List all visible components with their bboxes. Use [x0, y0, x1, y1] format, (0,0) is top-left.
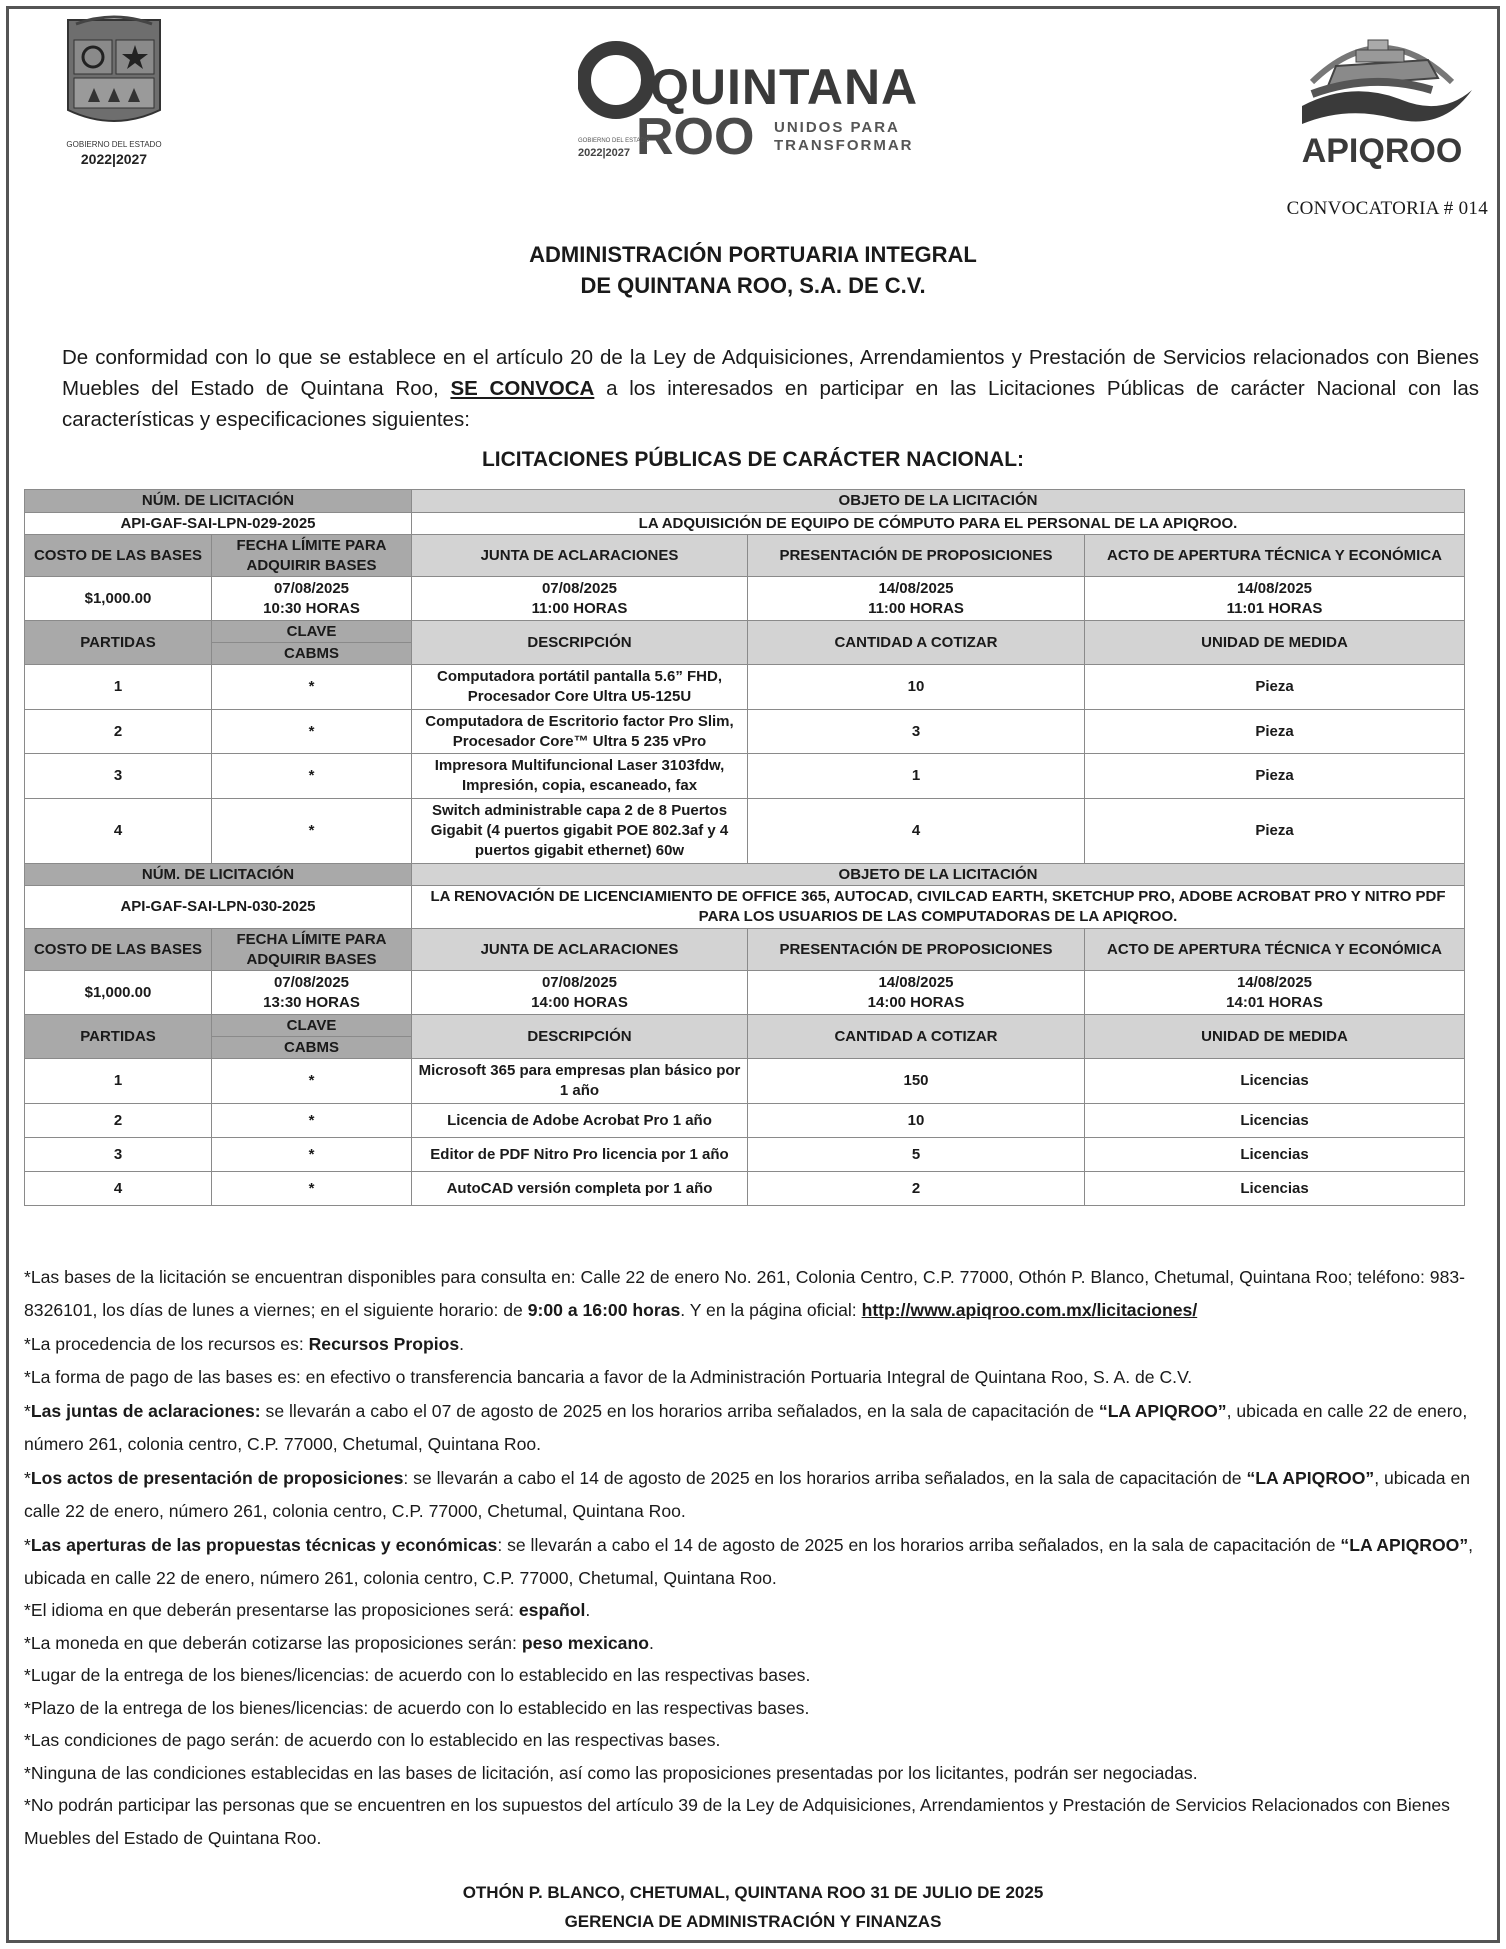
partida-unit: Licencias: [1085, 1059, 1465, 1104]
clave-cabms: *: [212, 665, 412, 710]
note-text: *La moneda en que deberán cotizarse las proposiciones serán:: [24, 1632, 522, 1653]
apertura-value: [1085, 971, 1465, 1015]
note-juntas: [24, 1395, 1486, 1460]
date-text: 07/08/2025: [273, 579, 350, 597]
partida-description: Impresora Multifuncional Laser 3103fdw, Impresión, copia, escaneado, fax: [412, 754, 748, 799]
clave-cabms: *: [212, 1104, 412, 1138]
partida-quantity: 2: [748, 1172, 1085, 1206]
date-text: 14/08/2025: [878, 973, 954, 991]
header-cantidad: CANTIDAD A COTIZAR: [748, 621, 1085, 665]
licitacion-objeto: LA RENOVACIÓN DE LICENCIAMIENTO DE OFFICE 365, AUTOCAD, CIVILCAD EARTH, SKETCHUP PRO, ADOBE ACROBAT PRO Y NITRO PDF PARA LOS USUARIOS DE LAS COMPUTADORAS DE LA APIQROO.: [412, 886, 1465, 929]
note-text: *Las bases de la licitación se encuentran disponibles para consulta en: Calle 22 de enero No. 261, Colonia Centro, C.P. 77000, Othón P. Blanco, Chetumal, Quintana Roo; teléfono: 983-8326101, los días de lunes a viernes; en el siguiente horario: de: [24, 1267, 1466, 1320]
partida-quantity: 150: [748, 1059, 1085, 1104]
junta-value: [412, 577, 748, 621]
header-apertura: ACTO DE APERTURA TÉCNICA Y ECONÓMICA: [1085, 929, 1465, 971]
center-logo-caption: GOBIERNO DEL ESTADO: [578, 138, 650, 144]
header-presentacion: PRESENTACIÓN DE PROPOSICIONES: [748, 929, 1085, 971]
time-text: 11:00 HORAS: [868, 599, 964, 617]
header-clave: CLAVE: [212, 621, 412, 643]
clave-cabms: *: [212, 1172, 412, 1206]
partida-unit: Pieza: [1085, 665, 1465, 710]
header-fecha-limite: FECHA LÍMITE PARA ADQUIRIR BASES: [212, 929, 412, 971]
note-no-negociables: *Ninguna de las condiciones establecidas en las bases de licitación, así como las proposiciones presentadas por los licitantes, podrán ser negociadas.: [24, 1762, 1198, 1783]
note-text: *: [24, 1401, 31, 1421]
organization-title: [0, 239, 1506, 301]
footer-place-date: OTHÓN P. BLANCO, CHETUMAL, QUINTANA ROO 31 DE JULIO DE 2025: [462, 1883, 1044, 1902]
partida-quantity: 10: [748, 1104, 1085, 1138]
note-text: .: [585, 1600, 591, 1620]
junta-value: [412, 971, 748, 1015]
footer-department: GERENCIA DE ADMINISTRACIÓN Y FINANZAS: [564, 1912, 942, 1931]
partida-description: Licencia de Adobe Acrobat Pro 1 año: [412, 1104, 748, 1138]
header-objeto: OBJETO DE LA LICITACIÓN: [412, 490, 1465, 513]
time-text: 14:00 HORAS: [531, 993, 628, 1011]
presentacion-value: [748, 971, 1085, 1015]
left-logo-caption: GOBIERNO DEL ESTADO: [66, 140, 162, 149]
date-text: 14/08/2025: [1236, 973, 1313, 991]
table-row: [25, 1059, 1465, 1104]
partida-number: 2: [25, 1104, 212, 1138]
date-text: 07/08/2025: [541, 973, 618, 991]
header-costo: COSTO DE LAS BASES: [25, 535, 212, 577]
intro-highlight: SE CONVOCA: [450, 377, 595, 400]
note-idioma: [24, 1594, 1486, 1627]
partida-number: 2: [25, 710, 212, 754]
table-row: [25, 577, 1465, 621]
partida-number: 1: [25, 665, 212, 710]
table-row: [25, 754, 1465, 799]
header-objeto: OBJETO DE LA LICITACIÓN: [412, 864, 1465, 886]
center-logo-years: 2022|2027: [578, 147, 631, 159]
time-text: 13:30 HORAS: [263, 993, 360, 1011]
time-text: 14:01 HORAS: [1226, 993, 1323, 1011]
organization-title-line1: ADMINISTRACIÓN PORTUARIA INTEGRAL: [529, 242, 977, 267]
clave-cabms: *: [212, 1059, 412, 1104]
header-num-licitacion: NÚM. DE LICITACIÓN: [25, 864, 412, 886]
note-bold: Las aperturas de las propuestas técnicas y económicas: [30, 1535, 498, 1555]
note-recursos: [24, 1328, 1486, 1361]
header-fecha-limite: FECHA LÍMITE PARA ADQUIRIR BASES: [212, 535, 412, 577]
partida-description: Computadora de Escritorio factor Pro Slim, Procesador Core™ Ultra 5 235 vPro: [412, 710, 748, 754]
table-row: [25, 799, 1465, 864]
intro-text-before: De conformidad con lo que se establece en el artículo 20 de la Ley de Adquisiciones, Arrendamientos y Prestación de Servicios relacionados con Bienes Muebles del Estado de Quintana Roo,: [62, 346, 1479, 400]
table-row: [25, 1104, 1465, 1138]
costo-value: $1,000.00: [25, 577, 212, 621]
table-row: [25, 621, 1465, 643]
licitacion-number: API-GAF-SAI-LPN-029-2025: [25, 513, 412, 535]
partida-unit: Pieza: [1085, 799, 1465, 864]
partida-quantity: 4: [748, 799, 1085, 864]
note-text: *: [24, 1535, 31, 1555]
partida-number: 3: [25, 754, 212, 799]
header-junta: JUNTA DE ACLARACIONES: [412, 929, 748, 971]
date-text: 07/08/2025: [273, 973, 350, 991]
note-text: .: [459, 1334, 465, 1354]
note-aperturas: [24, 1529, 1486, 1594]
note-moneda: [24, 1627, 1486, 1660]
clave-cabms: *: [212, 1138, 412, 1172]
table-row: [25, 490, 1465, 513]
partida-number: 3: [25, 1138, 212, 1172]
partida-quantity: 5: [748, 1138, 1085, 1172]
partida-unit: Licencias: [1085, 1138, 1465, 1172]
partida-description: AutoCAD versión completa por 1 año: [412, 1172, 748, 1206]
center-logo-line2: ROO: [636, 108, 755, 162]
header-descripcion: DESCRIPCIÓN: [412, 1015, 748, 1059]
partida-description: Microsoft 365 para empresas plan básico por 1 año: [412, 1059, 748, 1104]
footer: [0, 1878, 1506, 1936]
partida-unit: Pieza: [1085, 710, 1465, 754]
date-text: 14/08/2025: [878, 579, 954, 597]
time-text: 14:00 HORAS: [867, 993, 965, 1011]
licitaciones-link[interactable]: http://www.apiqroo.com.mx/licitaciones/: [861, 1299, 1198, 1320]
organization-title-line2: DE QUINTANA ROO, S.A. DE C.V.: [580, 273, 926, 298]
header-costo: COSTO DE LAS BASES: [25, 929, 212, 971]
note-text: . Y en la página oficial:: [680, 1299, 862, 1320]
fecha-limite-value: [212, 971, 412, 1015]
partida-unit: Licencias: [1085, 1172, 1465, 1206]
time-text: 11:01 HORAS: [1226, 599, 1323, 617]
partida-number: 4: [25, 1172, 212, 1206]
clave-cabms: *: [212, 754, 412, 799]
header-partidas: PARTIDAS: [25, 1015, 212, 1059]
quintana-roo-logo: [578, 36, 926, 162]
time-text: 11:00 HORAS: [531, 599, 628, 617]
licitaciones-table: [24, 489, 1465, 1206]
header-unidad: UNIDAD DE MEDIDA: [1085, 1015, 1465, 1059]
note-presentacion: [24, 1462, 1486, 1527]
state-coat-of-arms-icon: [56, 12, 172, 172]
fecha-limite-value: [212, 577, 412, 621]
table-row: [25, 1138, 1465, 1172]
table-row: [25, 535, 1465, 577]
note-forma-pago: *La forma de pago de las bases es: en efectivo o transferencia bancaria a favor de la Administración Portuaria Integral de Quintana Roo, S. A. de C.V.: [24, 1366, 1193, 1387]
table-row: [25, 886, 1465, 929]
header-partidas: PARTIDAS: [25, 621, 212, 665]
partida-description: Switch administrable capa 2 de 8 Puertos Gigabit (4 puertos gigabit POE 802.3af y 4 puertos gigabit ethernet) 60w: [412, 799, 748, 864]
header-descripcion: DESCRIPCIÓN: [412, 621, 748, 665]
header-cabms: CABMS: [212, 643, 412, 665]
header-apertura: ACTO DE APERTURA TÉCNICA Y ECONÓMICA: [1085, 535, 1465, 577]
header-cantidad: CANTIDAD A COTIZAR: [748, 1015, 1085, 1059]
ship-icon: [1282, 20, 1482, 170]
note-text: , ubicada en calle 22 de enero, número 261, colonia centro, C.P. 77000, Chetumal, Quintana Roo.: [24, 1468, 1471, 1521]
note-bold: peso mexicano: [521, 1632, 649, 1653]
table-row: [25, 864, 1465, 886]
table-row: [25, 971, 1465, 1015]
note-text: , ubicada en calle 22 de enero, número 261, colonia centro, C.P. 77000, Chetumal, Quintana Roo.: [24, 1401, 1468, 1454]
header-clave: CLAVE: [212, 1015, 412, 1037]
presentacion-value: [748, 577, 1085, 621]
intro-paragraph: [62, 342, 1479, 435]
licitacion-objeto: LA ADQUISICIÓN DE EQUIPO DE CÓMPUTO PARA EL PERSONAL DE LA APIQROO.: [412, 513, 1465, 535]
note-text: , ubicada en calle 22 de enero, número 261, colonia centro, C.P. 77000, Chetumal, Quintana Roo.: [24, 1535, 1474, 1588]
apertura-value: [1085, 577, 1465, 621]
costo-value: $1,000.00: [25, 971, 212, 1015]
apiqroo-logo: [1282, 20, 1482, 170]
header-num-licitacion: NÚM. DE LICITACIÓN: [25, 490, 412, 513]
partida-number: 1: [25, 1059, 212, 1104]
partida-quantity: 1: [748, 754, 1085, 799]
note-text: *La procedencia de los recursos es:: [24, 1334, 309, 1354]
note-no-participar: *No podrán participar las personas que se encuentren en los supuestos del artículo 39 de la Ley de Adquisiciones, Arrendamientos y Prestación de Servicios Relacionados con Bienes Muebles del Estado de Quintana Roo.: [24, 1795, 1450, 1848]
center-logo-line1: QUINTANA: [650, 59, 919, 115]
partida-quantity: 10: [748, 665, 1085, 710]
intro-text-after: a los interesados en participar en las Licitaciones Públicas de carácter Nacional con las características y especificaciones siguientes:: [62, 377, 1479, 431]
table-row: [25, 665, 1465, 710]
note-bold: español: [518, 1600, 586, 1620]
date-text: 07/08/2025: [541, 579, 618, 597]
header-cabms: CABMS: [212, 1037, 412, 1059]
licitacion-number: API-GAF-SAI-LPN-030-2025: [25, 886, 412, 929]
note-text: *: [24, 1468, 31, 1488]
note-condiciones-pago: *Las condiciones de pago serán: de acuerdo con lo establecido en las respectivas bases.: [24, 1730, 721, 1750]
note-bold: “LA APIQROO”: [1098, 1401, 1227, 1421]
clave-cabms: *: [212, 710, 412, 754]
header-junta: JUNTA DE ACLARACIONES: [412, 535, 748, 577]
clave-cabms: *: [212, 799, 412, 864]
note-text: *El idioma en que deberán presentarse las proposiciones será:: [24, 1600, 519, 1620]
table-row: [25, 929, 1465, 971]
note-bold: Recursos Propios: [308, 1334, 460, 1354]
note-bases: [24, 1261, 1486, 1326]
right-logo-text: APIQROO: [1301, 132, 1463, 170]
header-presentacion: PRESENTACIÓN DE PROPOSICIONES: [748, 535, 1085, 577]
section-title: LICITACIONES PÚBLICAS DE CARÁCTER NACIONAL:: [481, 448, 1025, 471]
date-text: 14/08/2025: [1236, 579, 1313, 597]
convocatoria-number: CONVOCATORIA # 014: [1286, 198, 1488, 219]
partida-unit: Licencias: [1085, 1104, 1465, 1138]
table-row: [25, 513, 1465, 535]
time-text: 10:30 HORAS: [263, 599, 360, 617]
note-plazo-entrega: *Plazo de la entrega de los bienes/licencias: de acuerdo con lo establecido en las respectivas bases.: [24, 1697, 810, 1718]
note-text: se llevarán a cabo el 07 de agosto de 2025 en los horarios arriba señalados, en la sala de capacitación de: [260, 1401, 1099, 1421]
note-bold: Las juntas de aclaraciones:: [30, 1401, 261, 1421]
state-coat-of-arms-logo: [56, 12, 172, 172]
partida-unit: Pieza: [1085, 754, 1465, 799]
left-logo-years: 2022|2027: [80, 151, 148, 167]
partida-description: Computadora portátil pantalla 5.6” FHD, Procesador Core Ultra U5-125U: [412, 665, 748, 710]
note-text: : se llevarán a cabo el 14 de agosto de 2025 en los horarios arriba señalados, en la sala de capacitación de: [403, 1468, 1247, 1488]
note-bold: Los actos de presentación de proposiciones: [30, 1468, 404, 1488]
notes-section: [24, 1261, 1486, 1854]
note-text: .: [648, 1632, 654, 1653]
partida-number: 4: [25, 799, 212, 864]
table-row: [25, 710, 1465, 754]
note-text: : se llevarán a cabo el 14 de agosto de 2025 en los horarios arriba señalados, en la sala de capacitación de: [497, 1535, 1341, 1555]
center-logo-slogan2: TRANSFORMAR: [774, 137, 914, 154]
table-row: [25, 1015, 1465, 1037]
header-unidad: UNIDAD DE MEDIDA: [1085, 621, 1465, 665]
partida-quantity: 3: [748, 710, 1085, 754]
note-bold: 9:00 a 16:00 horas: [527, 1299, 681, 1320]
center-logo-slogan1: UNIDOS PARA: [774, 119, 900, 136]
note-lugar-entrega: *Lugar de la entrega de los bienes/licencias: de acuerdo con lo establecido en las respectivas bases.: [24, 1665, 811, 1685]
partida-description: Editor de PDF Nitro Pro licencia por 1 año: [412, 1138, 748, 1172]
note-bold: “LA APIQROO”: [1340, 1535, 1469, 1555]
table-row: [25, 1172, 1465, 1206]
note-bold: “LA APIQROO”: [1246, 1468, 1375, 1488]
